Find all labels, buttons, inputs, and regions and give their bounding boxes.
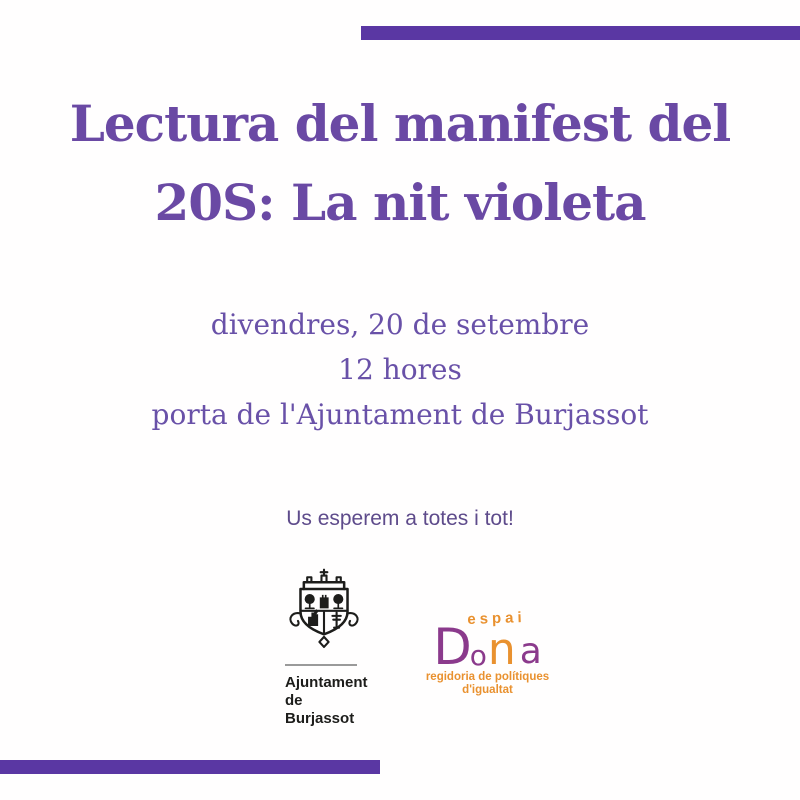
event-location: porta de l'Ajuntament de Burjassot — [151, 398, 649, 431]
ajuntament-name-line-1: Ajuntament — [285, 674, 368, 691]
dona-letter-a: a — [519, 631, 542, 673]
espai-word: espai — [467, 608, 526, 629]
bottom-accent-bar — [0, 760, 380, 774]
tagline: Us esperem a totes i tot! — [286, 507, 514, 530]
dona-letter-n: n — [487, 623, 516, 675]
event-details — [0, 302, 800, 437]
espai-dona-subtitle — [420, 671, 555, 697]
logo-divider-line — [285, 664, 357, 666]
event-time: 12 hores — [338, 353, 462, 386]
dona-letter-d: D — [433, 618, 472, 676]
ajuntament-burjassot-logo — [281, 566, 367, 728]
dona-letter-o: o — [469, 638, 487, 672]
event-date: divendres, 20 de setembre — [210, 308, 590, 341]
ajuntament-name — [285, 674, 367, 728]
burjassot-crest-icon — [282, 566, 366, 654]
page-title — [0, 84, 800, 242]
espai-dona-subtitle-line-1: regidoria de polítiques — [425, 671, 550, 683]
espai-dona-subtitle-line-2: d'igualtat — [462, 684, 513, 696]
espai-dona-logo — [420, 610, 555, 697]
ajuntament-name-line-2: de Burjassot — [285, 692, 355, 727]
title-line-2: 20S: La nit violeta — [154, 173, 646, 232]
title-line-1: Lectura del manifest del — [69, 94, 731, 153]
top-accent-bar — [361, 26, 800, 40]
